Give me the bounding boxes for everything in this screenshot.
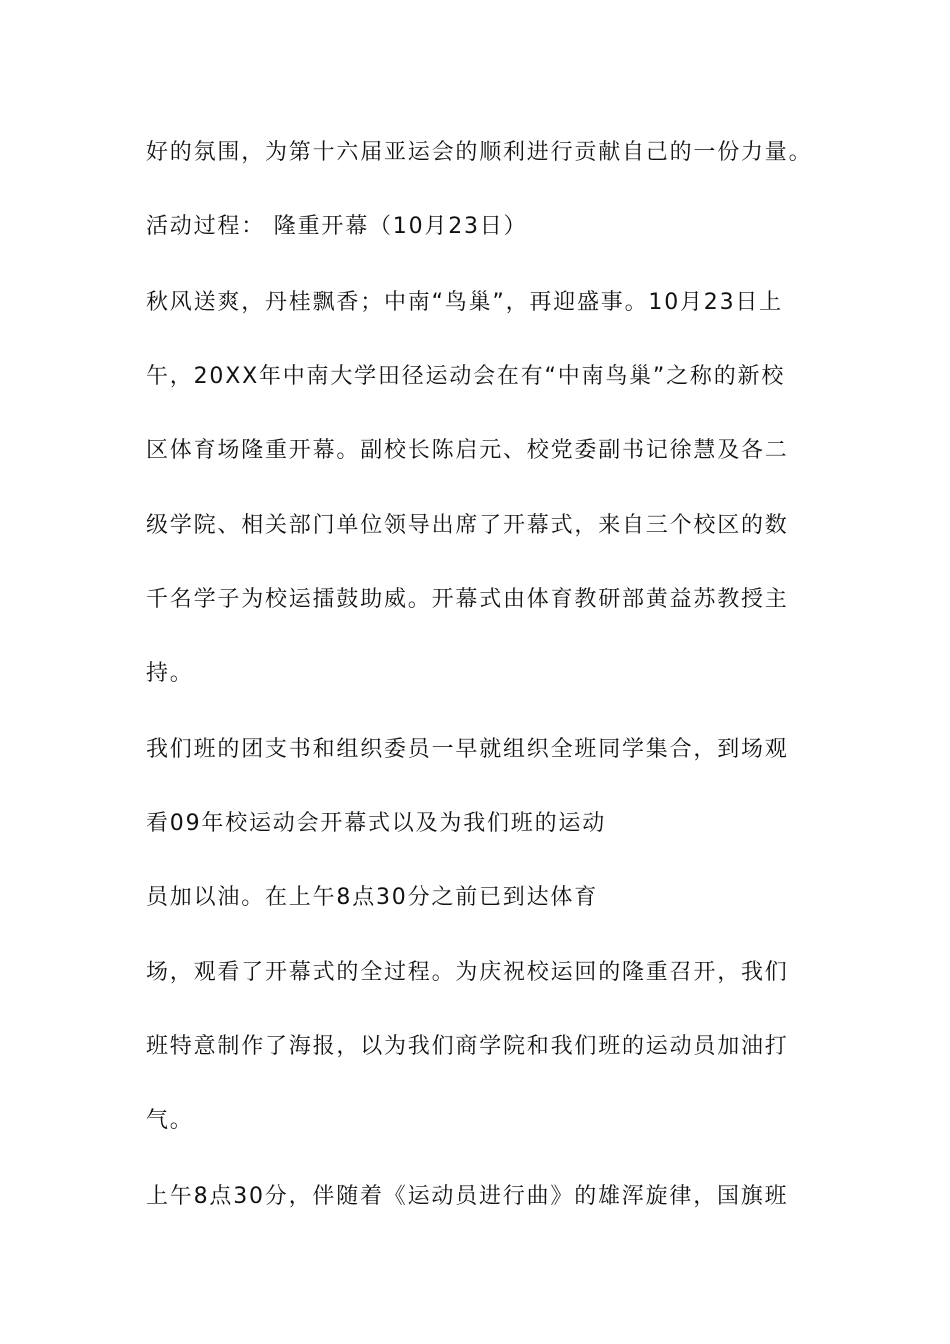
text-line: 班特意制作了海报，以为我们商学院和我们班的运动员加油打	[146, 1034, 789, 1059]
text-line: 我们班的团支书和组织委员一早就组织全班同学集合，到场观	[146, 737, 789, 762]
text-line: 上午8点30分，伴随着《运动员进行曲》的雄浑旋律，国旗班	[146, 1184, 789, 1209]
text-line: 级学院、相关部门单位领导出席了开幕式，来自三个校区的数	[146, 513, 789, 538]
text-line: 千名学子为校运擂鼓助威。开幕式由体育教研部黄益苏教授主	[146, 587, 789, 612]
text-line: 气。	[146, 1108, 194, 1133]
section-heading: 活动过程： 隆重开幕（10月23日）	[146, 214, 528, 239]
text-line: 员加以油。在上午8点30分之前已到达体育	[146, 885, 598, 910]
text-line: 午，20XX年中南大学田径运动会在有“中南鸟巢”之称的新校	[146, 364, 786, 389]
text-line: 持。	[146, 661, 194, 686]
text-line: 看09年校运动会开幕式以及为我们班的运动	[146, 811, 606, 836]
text-line: 好的氛围，为第十六届亚运会的顺利进行贡献自己的一份力量。	[146, 140, 813, 165]
text-line: 秋风送爽，丹桂飘香；中南“鸟巢”，再迎盛事。10月23日上	[146, 290, 783, 315]
text-line: 区体育场隆重开幕。副校长陈启元、校党委副书记徐慧及各二	[146, 438, 789, 463]
text-line: 场，观看了开幕式的全过程。为庆祝校运回的隆重召开，我们	[146, 960, 789, 985]
